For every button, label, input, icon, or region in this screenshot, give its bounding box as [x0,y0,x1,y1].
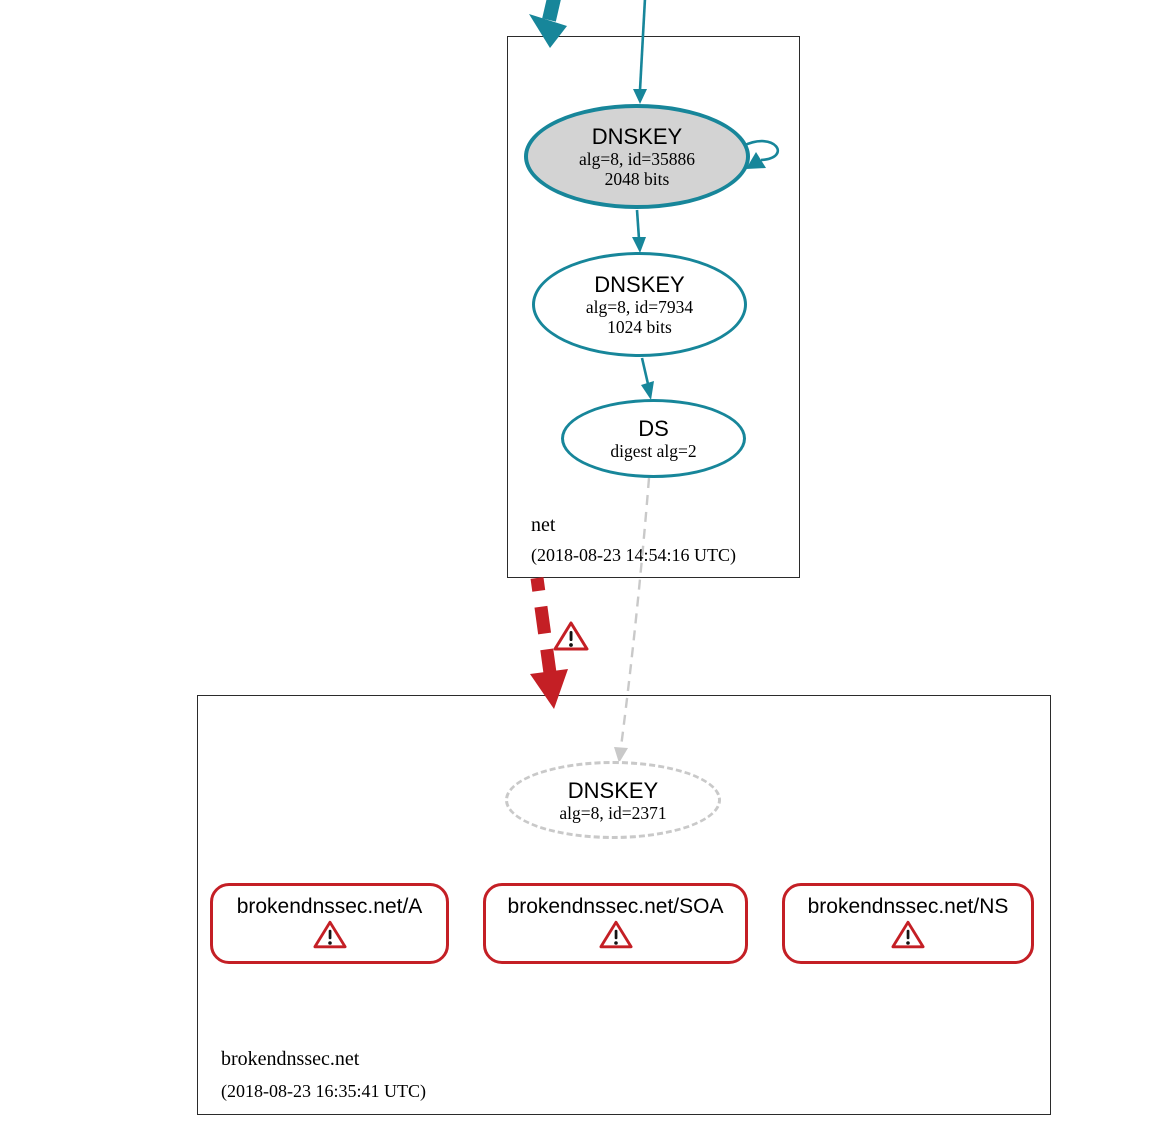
warning-icon [313,919,347,950]
rrset-label: brokendnssec.net/NS [807,895,1009,918]
node-alg-id-label: alg=8, id=35886 [579,149,695,169]
node-dnskey-zsk [532,252,747,357]
node-digest-label: digest alg=2 [610,441,697,461]
node-type-label: DS [638,416,669,441]
node-type-label: DNSKEY [591,124,683,149]
edge-parent-to-ksk-arrow [633,0,647,104]
node-bits-label: 1024 bits [607,317,672,337]
rrset-ns [782,883,1034,964]
zone-timestamp-brokendnssec-net: (2018-08-23 16:35:41 UTC) [221,1081,426,1101]
rrset-label: brokendnssec.net/SOA [507,895,724,918]
rrset-soa [483,883,748,964]
node-dnskey-ksk [524,104,750,209]
node-bits-label: 2048 bits [604,169,670,189]
edge-ksk-to-zsk-arrow [632,210,646,253]
zone-name-brokendnssec-net: brokendnssec.net [221,1048,360,1070]
edge-parent-to-net-thick-arrow [529,0,567,48]
warning-icon [599,919,633,950]
node-alg-id-label: alg=8, id=2371 [559,802,667,823]
warning-icon [891,919,925,950]
rrset-a [210,883,449,964]
zone-name-net: net [531,514,556,536]
node-dnskey-insecure [505,761,721,839]
edge-ds-to-dnskey-insecure-arrow [614,478,649,763]
node-type-label: DNSKEY [594,272,685,297]
zone-timestamp-net: (2018-08-23 14:54:16 UTC) [531,545,736,565]
warning-icon [553,620,589,652]
edge-zsk-to-ds-arrow [641,358,654,400]
node-ds [561,399,746,478]
node-type-label: DNSKEY [567,777,659,803]
rrset-label: brokendnssec.net/A [236,895,423,918]
node-alg-id-label: alg=8, id=7934 [585,297,694,317]
